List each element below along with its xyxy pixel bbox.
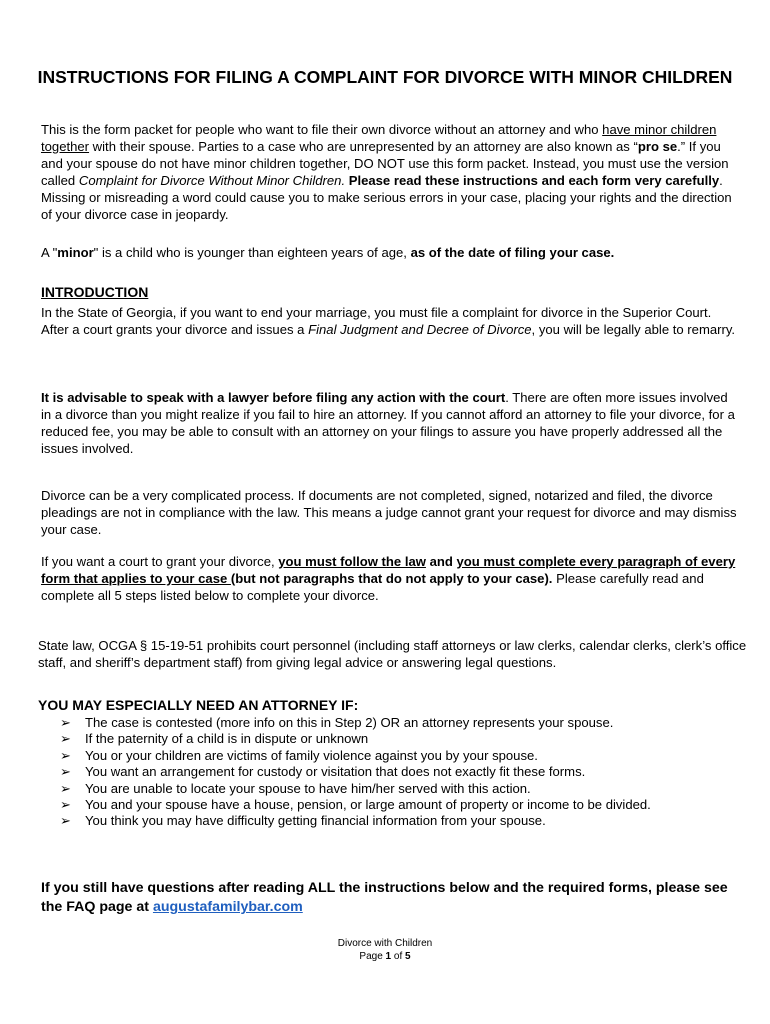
list-item [60,781,750,797]
introduction-heading: INTRODUCTION [41,284,149,300]
arrow-bullet-icon: ➢ [60,780,71,796]
lawyer-advice-paragraph [41,389,741,457]
text-run-bold: minor [57,245,94,260]
attorney-reasons-list [60,715,750,830]
text-run-bold: as of the date of filing your case. [410,245,615,260]
text-run: , you will be legally able to remarry. [531,322,736,337]
text-run-italic: Complaint for Divorce Without Minor Children. [78,173,346,188]
text-run: A " [41,245,58,260]
introduction-paragraph [41,304,741,338]
text-run-bold: pro se [637,139,678,154]
page-title: INSTRUCTIONS FOR FILING A COMPLAINT FOR DIVORCE WITH MINOR CHILDREN [37,67,733,87]
minor-definition-paragraph [41,244,741,261]
footer-document-name: Divorce with Children [337,938,433,949]
text-run-italic: Final Judgment and Decree of Divorce [308,322,532,337]
text-run: . Missing or misreading a word could cause you to make serious errors in your case, placing your rights and the direction of your divorce case in jeopardy. [41,173,732,222]
arrow-bullet-icon: ➢ [60,731,71,747]
intro-paragraph [41,121,741,223]
list-item [60,731,750,747]
ocga-paragraph: State law, OCGA § 15-19-51 prohibits court personnel (including staff attorneys or law clerks, calendar clerks, clerk’s office staff, and sheriff’s department staff) from giving legal advice or answering legal questions. [38,638,747,670]
arrow-bullet-icon: ➢ [60,747,71,763]
arrow-bullet-icon: ➢ [60,764,71,780]
arrow-bullet-icon: ➢ [60,797,71,813]
text-run: " is a child who is younger than eighteen years of age, [93,245,411,260]
text-run-bold: If you still have questions after reading ALL the instructions below and the required forms, please see the FAQ page at [41,880,728,915]
arrow-bullet-icon: ➢ [60,715,71,730]
text-run: If you want a court to grant your divorce, [41,554,279,569]
text-run-bold: 1 [385,951,392,962]
text-run: with their spouse. Parties to a case who are unrepresented by an attorney are also known as “ [89,139,638,154]
arrow-bullet-icon: ➢ [60,813,71,829]
list-item [60,797,750,813]
list-item-text: You and your spouse have a house, pension, or large amount of property or income to be divided. [85,797,651,813]
text-run: .” If you and your spouse do not have minor children together, DO NOT use this form packet. Instead, you must use the version called [41,139,729,188]
list-item-text: You think you may have difficulty getting financial information from your spouse. [85,813,546,829]
text-run: This is the form packet for people who want to file their own divorce without an attorney and who [41,122,603,137]
list-item [60,813,750,829]
text-run: . There are often more issues involved in a divorce than you might realize if you fail to hire an attorney. If you cannot afford an attorney to file your divorce, for a reduced fee, you may be able to consult with an attorney on your filings to assure you have properly addressed all the issues involved. [41,390,735,456]
attorney-needed-heading: YOU MAY ESPECIALLY NEED AN ATTORNEY IF: [38,697,359,713]
text-run-bold-underline: you must follow the law [278,554,426,569]
page-number [0,950,770,963]
follow-law-paragraph [41,553,741,604]
list-item [60,715,750,731]
faq-link[interactable]: augustafamilybar.com [152,899,303,915]
faq-paragraph [41,879,741,917]
page-footer [0,937,770,963]
list-item-text: If the paternity of a child is in dispute or unknown [85,731,369,747]
text-run-underline: have minor children together [41,122,717,154]
list-item-text: You are unable to locate your spouse to have him/her served with this action. [85,780,531,796]
complicated-process-paragraph: Divorce can be a very complicated process. If documents are not completed, signed, notarized and filed, the divorce pleadings are not in compliance with the law. This means a judge cannot grant your request for divorce and may dismiss your case. [41,488,737,537]
text-run-bold-underline: you must complete every paragraph of every form that applies to your case [41,554,736,586]
text-run-bold: and [425,554,457,569]
text-run: Please carefully read and complete all 5 steps listed below to complete your divorce. [41,571,704,603]
text-run-bold: Please read these instructions and each form very carefully [348,173,720,188]
text-run-bold: (but not paragraphs that do not apply to your case). [230,571,553,586]
list-item [60,748,750,764]
list-item-text: The case is contested (more info on this in Step 2) OR an attorney represents your spouse. [85,715,614,730]
text-run: Page [359,951,386,962]
text-run: In the State of Georgia, if you want to end your marriage, you must file a complaint for divorce in the Superior Court. After a court grants your divorce and issues a [41,305,712,337]
text-run-bold: 5 [405,951,411,962]
list-item-text: You want an arrangement for custody or visitation that does not exactly fit these forms. [85,764,586,780]
list-item-text: You or your children are victims of family violence against you by your spouse. [85,747,538,763]
text-run-bold: It is advisable to speak with a lawyer before filing any action with the court [41,390,506,405]
text-run: of [391,951,406,962]
list-item [60,764,750,780]
